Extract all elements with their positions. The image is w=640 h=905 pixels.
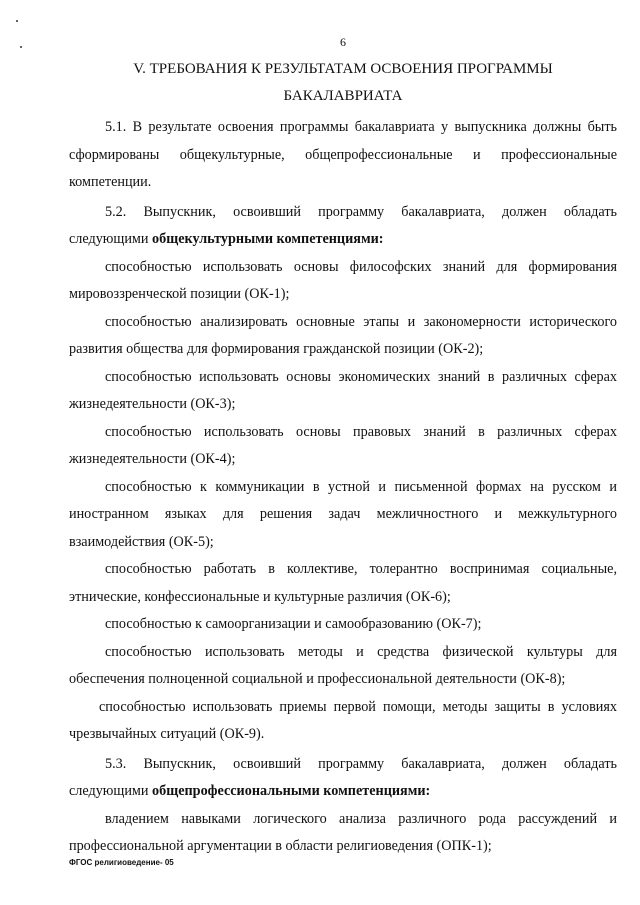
- competency-ok-4: способностью использовать основы правовых знаний в различных сферах жизнедеятельности (ОК-4);: [69, 423, 617, 467]
- scan-speck: [16, 20, 18, 22]
- section-heading-line-1: V. ТРЕБОВАНИЯ К РЕЗУЛЬТАТАМ ОСВОЕНИЯ ПРОГРАММЫ: [133, 61, 553, 77]
- document-footer: ФГОС религиоведение- 05: [69, 858, 174, 867]
- section-heading: [69, 56, 617, 110]
- competency-ok-5: способностью к коммуникации в устной и письменной формах на русском и иностранном языках для решения задач межличностного и межкультурного взаимодействия (ОК-5);: [69, 478, 617, 550]
- competency-opk-1: владением навыками логического анализа различного рода рассуждений и профессиональной аргументации в области религиоведения (ОПК-1);: [69, 810, 617, 854]
- page-number: 6: [340, 35, 346, 49]
- competency-ok-2: способностью анализировать основные этапы и закономерности исторического развития общества для формирования гражданской позиции (ОК-2);: [69, 313, 617, 357]
- section-heading-line-2: БАКАЛАВРИАТА: [283, 88, 403, 104]
- competency-ok-8: способностью использовать методы и средства физической культуры для обеспечения полноценной социальной и профессиональной деятельности (ОК-8);: [69, 643, 617, 687]
- competency-ok-7: способностью к самоорганизации и самообразованию (ОК-7);: [105, 616, 482, 632]
- paragraph-5-1: 5.1. В результате освоения программы бакалавриата у выпускника должны быть сформированы общекультурные, общепрофессиональные и профессиональные компетенции.: [69, 119, 617, 190]
- paragraph-5-2-bold-term: общекультурными компетенциями:: [152, 231, 384, 247]
- competency-ok-6: способностью работать в коллективе, толерантно воспринимая социальные, этнические, конфессиональные и культурные различия (ОК-6);: [69, 561, 617, 605]
- paragraph-5-3: [69, 751, 617, 806]
- paragraph-5-3-text: 5.3. Выпускник, освоивший программу бакалавриата, должен обладать следующими: [69, 755, 617, 799]
- paragraph-5-2-text: 5.2. Выпускник, освоивший программу бакалавриата, должен обладать следующими: [69, 203, 617, 247]
- competency-ok-1: способностью использовать основы философских знаний для формирования мировоззренческой позиции (ОК-1);: [69, 258, 617, 302]
- paragraph-5-2: [69, 199, 617, 254]
- competency-ok-9: способностью использовать приемы первой помощи, методы защиты в условиях чрезвычайных ситуаций (ОК-9).: [69, 698, 617, 742]
- paragraph-5-3-bold-term: общепрофессиональными компетенциями:: [152, 783, 431, 799]
- competency-ok-3: способностью использовать основы экономических знаний в различных сферах жизнедеятельности (ОК-3);: [69, 368, 617, 412]
- scan-speck: [20, 46, 22, 48]
- document-page: [69, 34, 617, 861]
